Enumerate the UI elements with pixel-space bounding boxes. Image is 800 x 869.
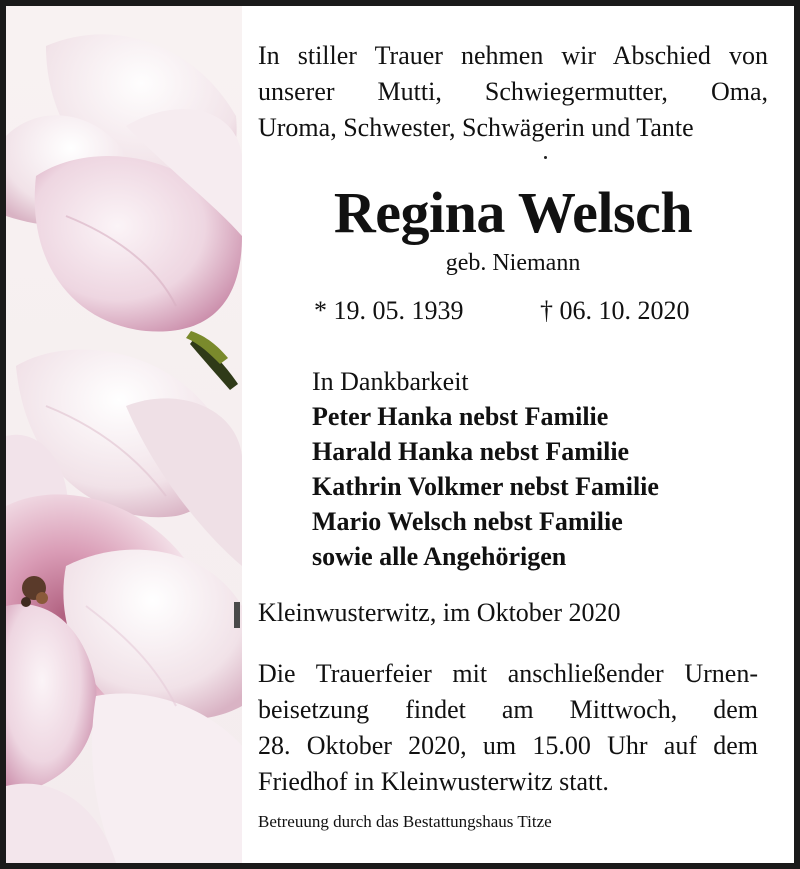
- intro-text: [258, 38, 768, 146]
- mourner-family: sowie alle Angehörigen: [312, 542, 567, 571]
- place-date: Kleinwusterwitz, im Oktober 2020: [258, 598, 621, 627]
- magnolia-flower-illustration: [6, 6, 242, 863]
- deceased-name: Regina Welsch: [333, 180, 693, 245]
- funeral-notice: [258, 656, 758, 800]
- mourners-list: [312, 364, 752, 574]
- maiden-name: geb. Niemann: [445, 250, 581, 276]
- notice-line: 28. Oktober 2020, um 15.00 Uhr auf dem: [258, 731, 758, 760]
- magnolia-image: [6, 6, 242, 863]
- intro-line: In stiller Trauer nehmen wir Abschied von: [258, 41, 768, 70]
- intro-line: unserer Mutti, Schwiegermutter, Oma,: [258, 77, 768, 106]
- notice-line: Friedhof in Kleinwusterwitz statt.: [258, 767, 609, 796]
- mourner-family: Harald Hanka nebst Familie: [312, 437, 630, 466]
- undertaker-credit: Betreuung durch das Bestattungshaus Titze: [258, 812, 552, 831]
- death-date: † 06. 10. 2020: [540, 296, 690, 325]
- mourner-family: Kathrin Volkmer nebst Familie: [312, 472, 659, 501]
- mourner-family: Mario Welsch nebst Familie: [312, 507, 623, 536]
- separator-dot: [544, 156, 547, 159]
- gratitude-line: In Dankbarkeit: [312, 367, 469, 396]
- obituary-card: [6, 6, 794, 863]
- birth-date: * 19. 05. 1939: [314, 296, 464, 325]
- notice-line: beisetzung findet am Mittwoch, dem: [258, 695, 758, 724]
- notice-line: Die Trauerfeier mit anschließender Urnen-: [258, 659, 758, 688]
- mourner-family: Peter Hanka nebst Familie: [312, 402, 609, 431]
- intro-line: Uroma, Schwester, Schwägerin und Tante: [258, 113, 694, 142]
